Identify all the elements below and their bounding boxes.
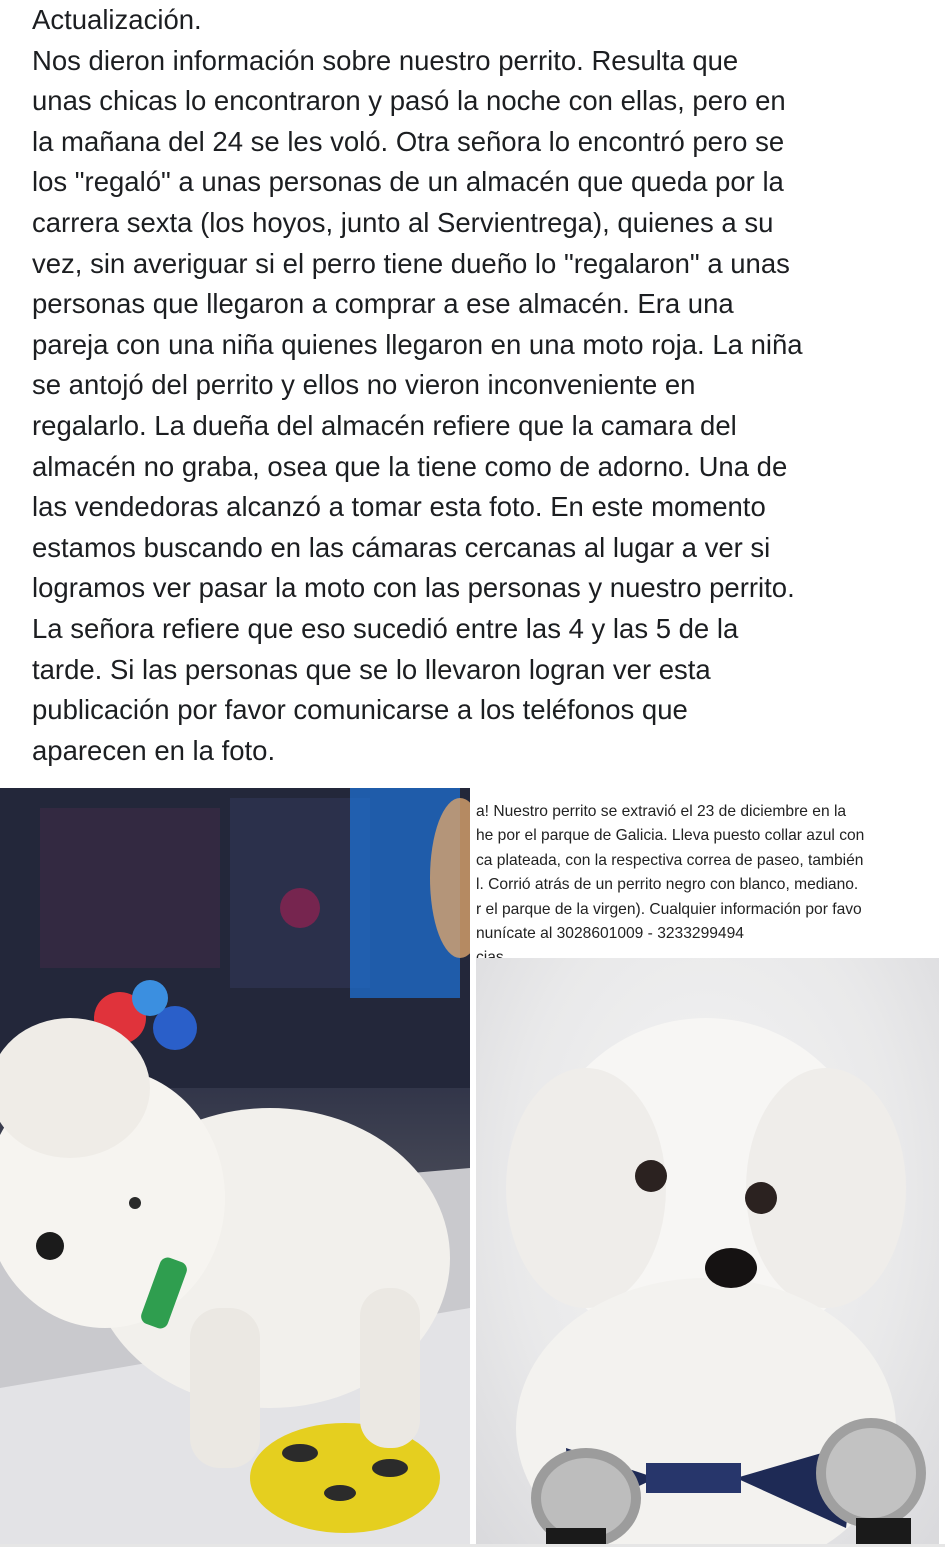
post-line: publicación por favor comunicarse a los teléfonos que <box>32 694 688 726</box>
caption-line: a! Nuestro perrito se extravió el 23 de diciembre en la <box>476 803 847 820</box>
post-line: aparecen en la foto. <box>32 734 276 766</box>
flyer-caption <box>476 800 945 971</box>
post-line: unas chicas lo encontraron y pasó la noche con ellas, pero en <box>32 85 786 117</box>
post-line: almacén no graba, osea que la tiene como de adorno. Una de <box>32 450 788 482</box>
post-line: La señora refiere que eso sucedió entre las 4 y las 5 de la <box>32 612 739 644</box>
caption-line: r el parque de la virgen). Cualquier información por favo <box>476 900 862 918</box>
caption-line: ca plateada, con la respectiva correa de paseo, también <box>476 851 864 869</box>
post-text <box>32 0 932 771</box>
post-line: los "regaló" a unas personas de un almacén que queda por la <box>32 166 784 198</box>
post-line: Nos dieron información sobre nuestro perrito. Resulta que <box>32 44 739 76</box>
portrait-dog-illustration <box>476 958 939 1547</box>
post-line: personas que llegaron a comprar a ese almacén. Era una <box>32 288 734 320</box>
flyer-panel <box>470 788 945 1547</box>
post-line: tarde. Si las personas que se lo llevaron logran ver esta <box>32 653 711 685</box>
portrait-dog-photo[interactable] <box>476 958 939 1547</box>
store-dog-photo[interactable] <box>0 788 470 1547</box>
post-photo[interactable] <box>0 788 945 1547</box>
caption-line: l. Corrió atrás de un perrito negro con blanco, mediano. <box>476 876 859 894</box>
post-line: pareja con una niña quienes llegaron en una moto roja. La niña <box>32 328 803 360</box>
post-line: la mañana del 24 se les voló. Otra señora lo encontró pero se <box>32 125 785 157</box>
post-line: las vendedoras alcanzó a tomar esta foto. En este momento <box>32 491 766 523</box>
post-line: regalarlo. La dueña del almacén refiere que la camara del <box>32 409 737 441</box>
post-line: carrera sexta (los hoyos, junto al Servientrega), quienes a su <box>32 206 774 238</box>
store-dog-illustration <box>0 788 470 1547</box>
post-line: logramos ver pasar la moto con las personas y nuestro perrito. <box>32 572 795 604</box>
caption-line: he por el parque de Galicia. Lleva puesto collar azul con <box>476 827 865 845</box>
post-heading: Actualización. <box>32 4 202 35</box>
post-line: estamos buscando en las cámaras cercanas al lugar a ver si <box>32 531 771 563</box>
post-line: vez, sin averiguar si el perro tiene dueño lo "regalaron" a unas <box>32 247 790 279</box>
caption-line: nunícate al 3028601009 - 3233299494 <box>476 925 744 943</box>
post-line: se antojó del perrito y ellos no vieron inconveniente en <box>32 369 696 401</box>
